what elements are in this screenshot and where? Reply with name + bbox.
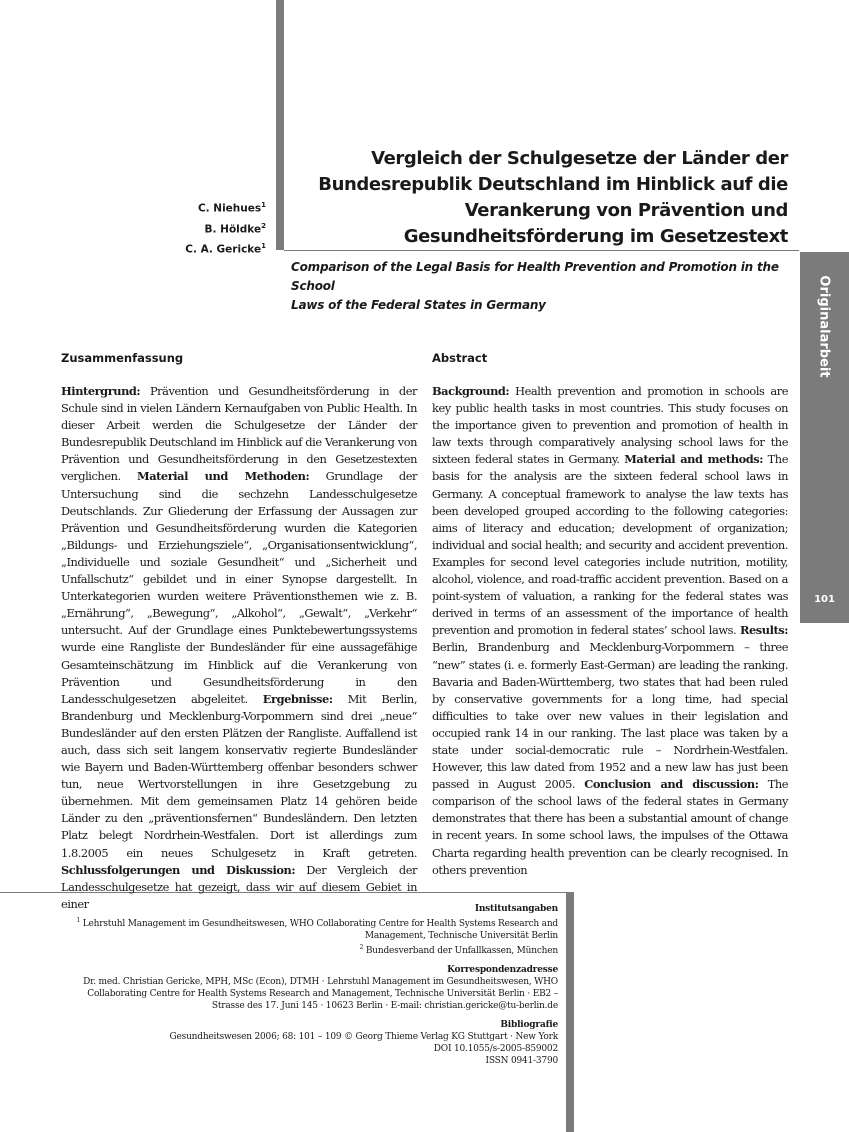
zusammenfassung-column (61, 350, 417, 913)
zusammenfassung-heading: Zusammenfassung (61, 351, 184, 365)
title-underline (284, 250, 799, 251)
abstract-heading: Abstract (432, 351, 488, 365)
zusammenfassung-text: Hintergrund: Prävention und Gesundheitsförderung in der Schule sind in vielen Ländern Kernaufgaben von Public Health. In dieser Arbeit werden die Schulgesetze der Länder der Bundesrepublik Deutschland im Hinblick auf die Verankerung von Prävention und Gesundheitsförderung in den Gesetzestexten verglichen. Material und Methoden: Grundlage der Untersuchung sind die sechzehn Landesschulgesetze Deutschlands. Zur Gliederung der Erfassung der Aussagen zur Prävention und Gesundheitsförderung wurden die Kategorien „Bildungs- und Erziehungsziele“, „Organisationsentwicklung“, „Individuelle und soziale Gesundheit“ und „Sicherheit und Unfallschutz“ gebildet und in einer Synopse dargestellt. In Unterkategorien wurden weitere Präventionsthemen wie z. B. „Ernährung“, „Bewegung“, „Alkohol“, „Gewalt“, „Verkehr“ untersucht. Auf der Grundlage eines Punktebewertungssystems wurde eine Rangliste der Bundesländer für eine aussagefähige Gesamteinschätzung im Hinblick auf die Verankerung von Prävention und Gesundheitsförderung in den Landesschulgesetzen abgeleitet. Ergebnisse: Mit Berlin, Brandenburg und Mecklenburg-Vorpommern sind drei „neue“ Bundesländer auf den ersten Plätzen der Rangliste. Auffallend ist auch, dass sich seit langem konservativ regierte Bundesländer wie Bayern und Baden-Württemberg offenbar besonders schwer tun, neue Wertvorstellungen in ihre Gesetzgebung zu übernehmen. Mit dem gemeinsamen Platz 14 gehören beide Länder zu den „präventionsfernen“ Bundesländern. Den letzten Platz belegt Nordrhein-Westfalen. Dort ist allerdings zum 1.8.2005 ein neues Schulgesetz in Kraft getreten. Schlussfolgerungen und Diskussion: Der Vergleich der Landesschulgesetze hat gezeigt, dass wir auf diesem Gebiet in einer (61, 384, 417, 911)
bibliography-block: Bibliografie Gesundheitswesen 2006; 68: 101 – 109 © Georg Thieme Verlag KG Stuttgart · New York DOI 10.1055/s-2005-859002 ISSN 0941-3790 (40, 1019, 558, 1067)
author: C. A. Gericke$^1$ (185, 242, 266, 256)
page-number: 101 (814, 594, 835, 605)
abstract-text: Background: Health prevention and promotion in schools are key public health tasks in most countries. This study focuses on the importance given to prevention and promotion of health in law texts through comparatively analysing school laws for the sixteen federal states in Germany. Material and methods: The basis for the analysis are the sixteen federal school laws in Germany. A conceptual framework to analyse the law texts has been developed grouped according to the following categories: aims of literacy and education; development of organization; individual and social health; and security and accident prevention. Examples for second level categories include nutrition, motility, alcohol, violence, and road-traffic accident prevention. Based on a point-system of valuation, a ranking for the federal states was derived in terms of an assessment of the importance of health prevention and promotion in federal states’ school laws. Results: Berlin, Brandenburg and Mecklenburg-Vorpommern – three “new” states (i. e. formerly East-German) are leading the ranking. Bavaria and Baden-Württemberg, two states that had been ruled by conservative governments for a long time, had special difficulties to take over new values in their legislation and occupied rank 14 in our ranking. The last place was taken by a state under social-democratic rule – Nordrhein-Westfalen. However, this law dated from 1952 and a new law has just been passed in August 2005. Conclusion and discussion: The comparison of the school laws of the federal states in Germany demonstrates that there has been a substantial amount of change in recent years. In some school laws, the impulses of the Ottawa Charta regarding health prevention can be clearly recognised. In others prevention (432, 384, 789, 877)
author: C. Niehues$^1$ (197, 201, 266, 215)
author: B. Höldke$^2$ (204, 221, 266, 235)
correspondence-block: Korrespondenzadresse Dr. med. Christian Gericke, MPH, MSc (Econ), DTMH · Lehrstuhl Management im Gesundheitswesen, WHO Collaborating Centre for Health Systems Research and Management, Technische Universität Berlin · EB2 – Strasse des 17. Juni 145 · 10623 Berlin · E-mail: christian.gericke@tu-berlin.de (40, 964, 558, 1012)
institution-heading: Institutsangaben (474, 904, 558, 914)
abstract-column (432, 350, 788, 879)
side-tab (800, 252, 849, 623)
vertical-rule-top (276, 0, 284, 250)
bibliography-heading: Bibliografie (500, 1020, 558, 1030)
author-list (185, 197, 266, 259)
article-subtitle: Comparison of the Legal Basis for Health Prevention and Promotion in the School Laws of the Federal States in Germany (291, 260, 779, 312)
article-footer (40, 903, 558, 1074)
article-title: Vergleich der Schulgesetze der Länder der Bundesrepublik Deutschland im Hinblick auf die Verankerung von Prävention und Gesundheitsförderung im Gesetzestext (318, 148, 788, 247)
vertical-rule-bottom (566, 892, 574, 1132)
correspondence-heading: Korrespondenzadresse (447, 965, 558, 975)
side-tab-label: Originalarbeit (817, 274, 833, 378)
institution-block: Institutsangaben $^1$ Lehrstuhl Management im Gesundheitswesen, WHO Collaborating Centre for Health Systems Research and Management, Technische Universität Berlin $^2$ Bundesverband der Unfallkassen, München (40, 903, 558, 957)
